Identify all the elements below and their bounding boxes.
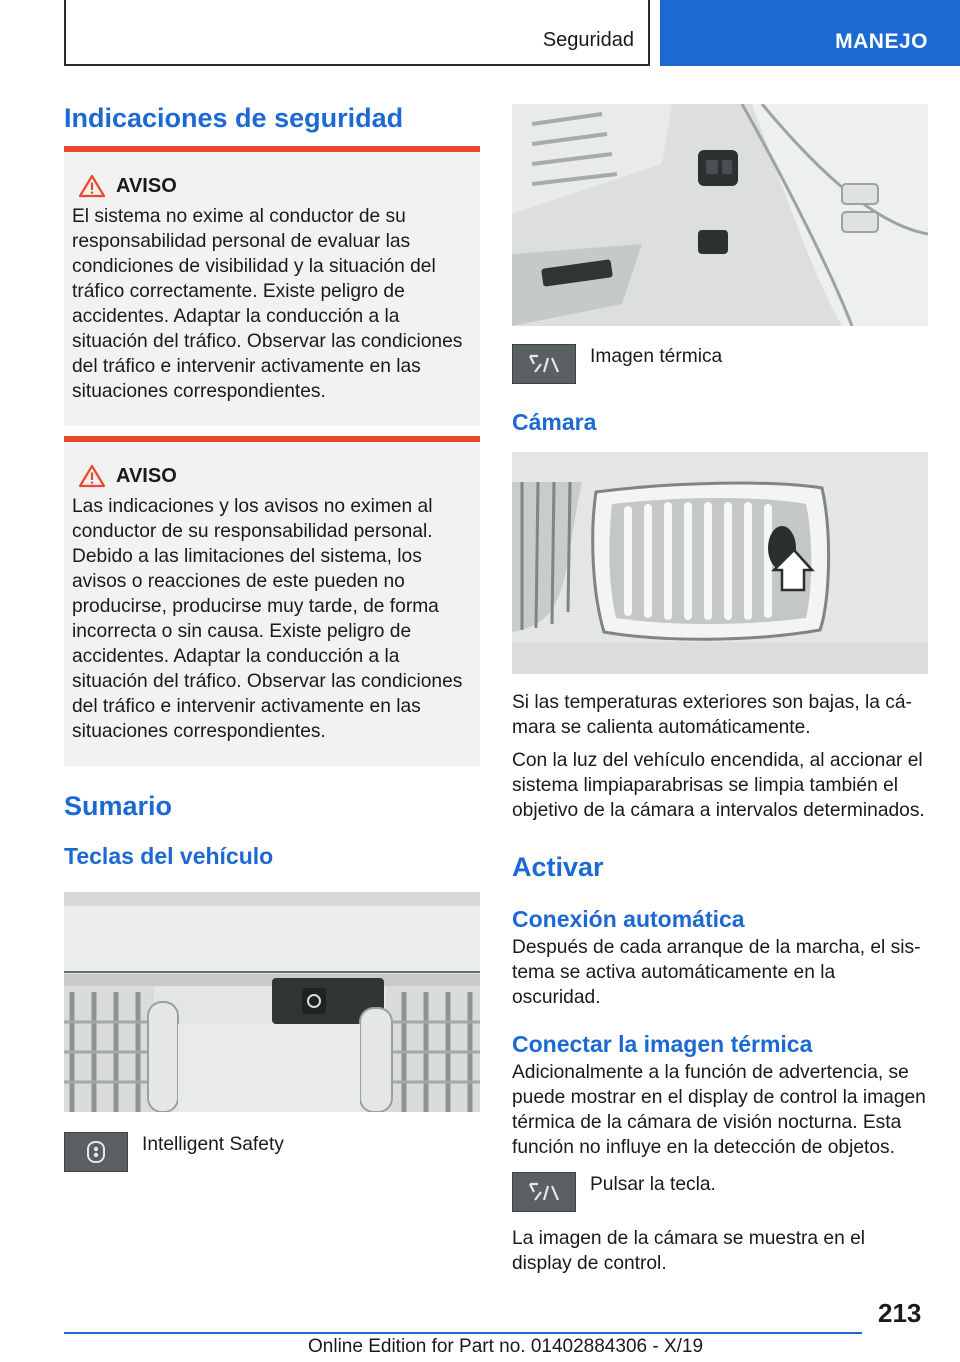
thermal-button-illustration (512, 104, 928, 326)
thermal-image-icon (526, 352, 562, 376)
thermal-key-button[interactable] (512, 1172, 576, 1212)
warning-box-1 (64, 146, 480, 426)
teclas-heading: Teclas del vehículo (64, 843, 274, 869)
intelligent-safety-button[interactable] (64, 1132, 128, 1172)
dashboard-drawing (64, 892, 480, 1112)
steering-drawing (512, 104, 928, 326)
conexion-heading: Conexión automática (512, 906, 745, 932)
warning-text: El sistema no exime al conductor de su responsabilidad personal de evaluar las condiciones de visibilidad y la situación del tráfico correctamente. Existe peligro de accidentes. Adaptar la conducción a la situación del tráfico. Observar las condiciones del tráfico e intervenir activamente en las situaciones correspondientes. (72, 206, 463, 402)
page-title: Indicaciones de seguridad (64, 103, 404, 133)
thermal-image-button[interactable] (512, 344, 576, 384)
warning-text: Las indicaciones y los avisos no eximen al conductor de su responsabilidad personal. Debido a las limitaciones del sistema, los avisos o reacciones de este pueden no producirse, producirse muy tarde, de forma incorrecta o sin causa. Existe peligro de accidentes. Adaptar la conducción a la situación del tráfico. Observar las condiciones del tráfico e intervenir activamente en las situaciones correspondientes. (72, 496, 463, 742)
warning-header (72, 174, 472, 198)
camara-paragraph-2: Con la luz del vehículo encendida, al accionar el sistema limpiaparabrisas se limpia también el objetivo de la cámara a intervalos determinados. (512, 750, 925, 821)
footer-edition: Online Edition for Part no. 01402884306 - X/19 (308, 1336, 704, 1357)
page-number: 213 (878, 1298, 922, 1328)
warning-box-2 (64, 436, 480, 766)
grille-camera-illustration (512, 452, 928, 674)
camara-paragraph-1: Si las temperaturas exteriores son bajas, la cámara se calienta automáticamente. (512, 692, 912, 738)
warning-triangle-icon (78, 464, 106, 488)
warning-label: AVISO (116, 174, 177, 197)
thermal-image-caption: Imagen térmica (590, 346, 723, 367)
conectar-paragraph: Adicionalmente a la función de advertencia, se puede mostrar en el display de control la imagen térmica de la cámara de visión nocturna. Esta función no influye en la detección de objetos. (512, 1062, 926, 1158)
warning-triangle-icon (78, 174, 106, 198)
thermal-image-row (512, 344, 928, 384)
right-column (512, 104, 928, 1284)
header-section-title: Seguridad (542, 29, 634, 51)
camara-heading: Cámara (512, 409, 597, 435)
warning-header (72, 464, 472, 488)
intelligent-safety-caption: Intelligent Safety (142, 1134, 284, 1155)
pulsar-row (512, 1172, 928, 1212)
activar-heading: Activar (512, 852, 604, 882)
intelligent-safety-icon (85, 1140, 107, 1164)
footer-divider (64, 1332, 862, 1334)
dashboard-buttons-illustration (64, 892, 480, 1112)
header-chapter-label: MANEJO (835, 30, 928, 53)
conexion-paragraph: Después de cada arranque de la marcha, el sistema se activa automáticamente en la oscuridad. (512, 937, 921, 1008)
thermal-image-icon (526, 1180, 562, 1204)
warning-label: AVISO (116, 464, 177, 487)
header-section-box (64, 0, 650, 66)
header-chapter-tab (660, 0, 960, 66)
final-paragraph: La imagen de la cámara se muestra en el display de control. (512, 1228, 866, 1274)
pulsar-caption: Pulsar la tecla. (590, 1174, 716, 1195)
conectar-heading: Conectar la imagen térmica (512, 1031, 813, 1057)
grille-drawing (512, 452, 928, 674)
left-column (64, 100, 480, 1172)
intelligent-safety-row (64, 1132, 480, 1172)
sumario-heading: Sumario (64, 791, 173, 821)
